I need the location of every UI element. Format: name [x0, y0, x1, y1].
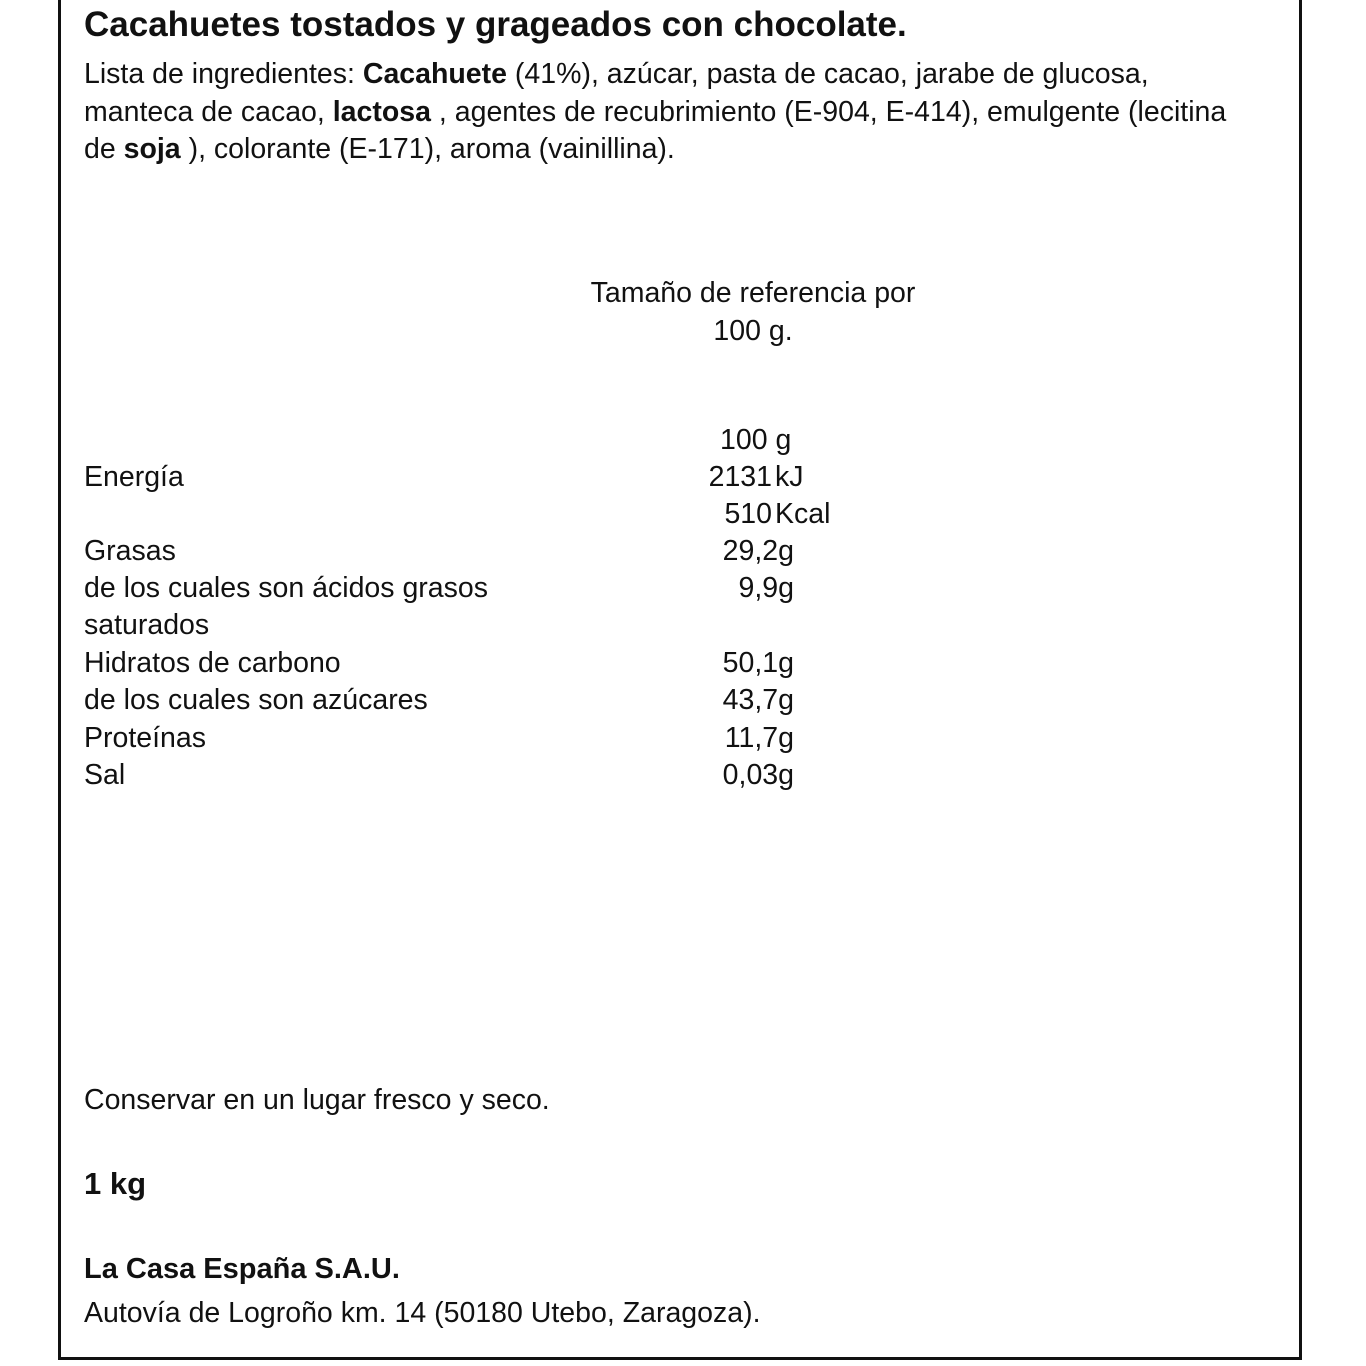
nutrition-column-header: 100 g — [720, 424, 792, 456]
reference-line-2: 100 g. — [713, 315, 793, 347]
ingredients-list — [84, 56, 1264, 169]
carbohydrates-value: 50,1g — [722, 647, 794, 679]
energy-label: Energía — [84, 461, 184, 493]
energy-kcal-unit: Kcal — [775, 498, 831, 530]
allergen-peanut: Cacahuete — [362, 58, 508, 90]
protein-label: Proteínas — [84, 722, 206, 754]
energy-kj-value: 2131 — [708, 461, 772, 493]
allergen-soy: soja — [123, 133, 181, 165]
product-title: Cacahuetes tostados y grageados con chocolate. — [84, 5, 907, 44]
allergen-lactose: lactosa — [332, 95, 431, 128]
saturated-fat-label-cont: saturados — [84, 609, 210, 641]
salt-label: Sal — [84, 759, 126, 791]
saturated-fat-label: de los cuales son ácidos grasos — [84, 572, 488, 604]
salt-value: 0,03g — [722, 759, 794, 791]
reference-line-1: Tamaño de referencia por — [590, 277, 916, 309]
storage-instructions: Conservar en un lugar fresco y seco. — [84, 1084, 550, 1116]
ingredients-text-2: , agentes de recubrimiento (E-904, E-414), emulgente (lecitina de — [84, 95, 1227, 165]
fat-label: Grasas — [84, 535, 176, 567]
ingredients-text-1: (41%), azúcar, pasta de cacao, jarabe de glucosa, manteca de cacao, — [84, 58, 1149, 128]
company-address: Autovía de Logroño km. 14 (50180 Utebo, Zaragoza). — [84, 1297, 761, 1329]
sugars-value: 43,7g — [722, 684, 794, 716]
energy-kcal-value: 510 — [724, 498, 772, 530]
ingredients-text-3: ), colorante (E-171), aroma (vainillina). — [180, 133, 675, 165]
protein-value: 11,7g — [724, 722, 794, 754]
fat-value: 29,2g — [722, 535, 794, 567]
saturated-fat-value: 9,9g — [738, 572, 794, 604]
carbohydrates-label: Hidratos de carbono — [84, 647, 341, 679]
reference-size — [553, 274, 953, 350]
company-name: La Casa España S.A.U. — [84, 1253, 400, 1285]
ingredients-intro: Lista de ingredientes: — [84, 58, 363, 90]
net-weight: 1 kg — [84, 1166, 147, 1201]
sugars-label: de los cuales son azúcares — [84, 684, 428, 716]
energy-kj-unit: kJ — [775, 461, 804, 493]
